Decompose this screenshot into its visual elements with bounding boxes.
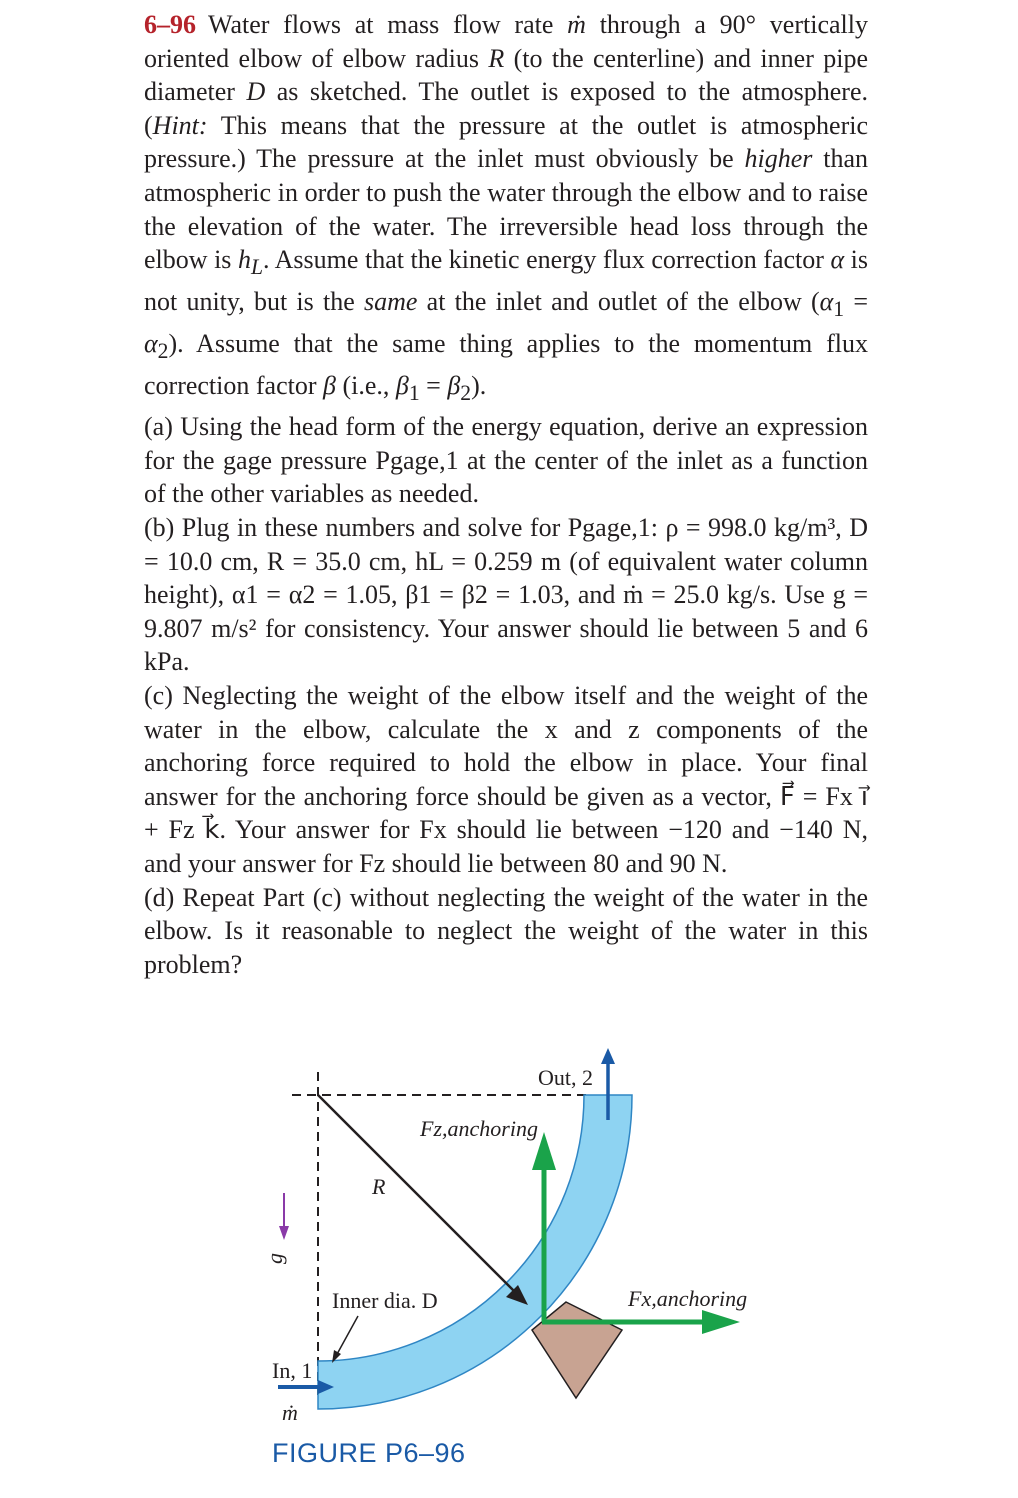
problem-intro: 6–96 Water flows at mass flow rate ṁ through a 90° vertically oriented elbow of elbow radius R (to the centerline) and inner pipe diameter D as sketched. The outlet is exposed to the atmosphere. (Hint: This means that the pressure at the outlet is atmospheric pressure.) The pressure at the inlet must obviously be higher than atmospheric in order to push the water through the elbow and to raise the elevation of the water. The irreversible head loss through the elbow is $h_L$. Assume that the kinetic energy flux correction factor α is not unity, but is the same at the inlet and outlet of the elbow $(\alpha_1 = \alpha_2)$. Assume that the same thing applies to the momentum flux correction factor β (i.e., $\beta_1 = \beta_2$). [144, 10, 869, 405]
problem-number: 6–96 [144, 10, 196, 39]
outlet-flow-arrowhead [601, 1048, 615, 1064]
fz-label: Fz,anchoring [420, 1116, 538, 1141]
g-label: g⃗ [262, 1235, 287, 1264]
part-c: (c) Neglecting the weight of the elbow itself and the weight of the water in the elbow, calculate the x and z components of the anchoring force required to hold the elbow in place. Your final answer for the anchoring force should be given as a vector, F⃗ = Fx i⃗ + Fz k⃗. Your answer for Fx should lie between −120 and −140 N, and your answer for Fz should lie between 80 and 90 N. [144, 681, 868, 878]
mdot-label: ṁ [282, 1400, 298, 1425]
inner-dia-leader [336, 1316, 358, 1356]
fx-arrowhead [702, 1310, 740, 1334]
part-b: (b) Plug in these numbers and solve for Pgage,1: ρ = 998.0 kg/m³, D = 10.0 cm, R = 35.0 cm, hL = 0.259 m (of equivalent water column height), α1 = α2 = 1.05, β1 = β2 = 1.03, and ṁ = 25.0 kg/s. Use g = 9.807 m/s² for consistency. Your answer should lie between 5 and 6 kPa. [144, 513, 868, 677]
r-label: R [372, 1174, 386, 1199]
fx-label: Fx,anchoring [628, 1286, 748, 1311]
part-a: (a) Using the head form of the energy equation, derive an expression for the gage pressure Pgage,1 at the center of the inlet as a function of the other variables as needed. [144, 412, 868, 509]
part-d: (d) Repeat Part (c) without neglecting the weight of the water in the elbow. Is it reasonable to neglect the weight of the water in this problem? [144, 882, 868, 979]
out-label: Out, 2 [538, 1065, 593, 1090]
figure-caption: FIGURE P6–96 [272, 1438, 466, 1468]
in-label: In, 1 [272, 1358, 313, 1383]
inner-dia-label: Inner dia. D [332, 1288, 438, 1313]
